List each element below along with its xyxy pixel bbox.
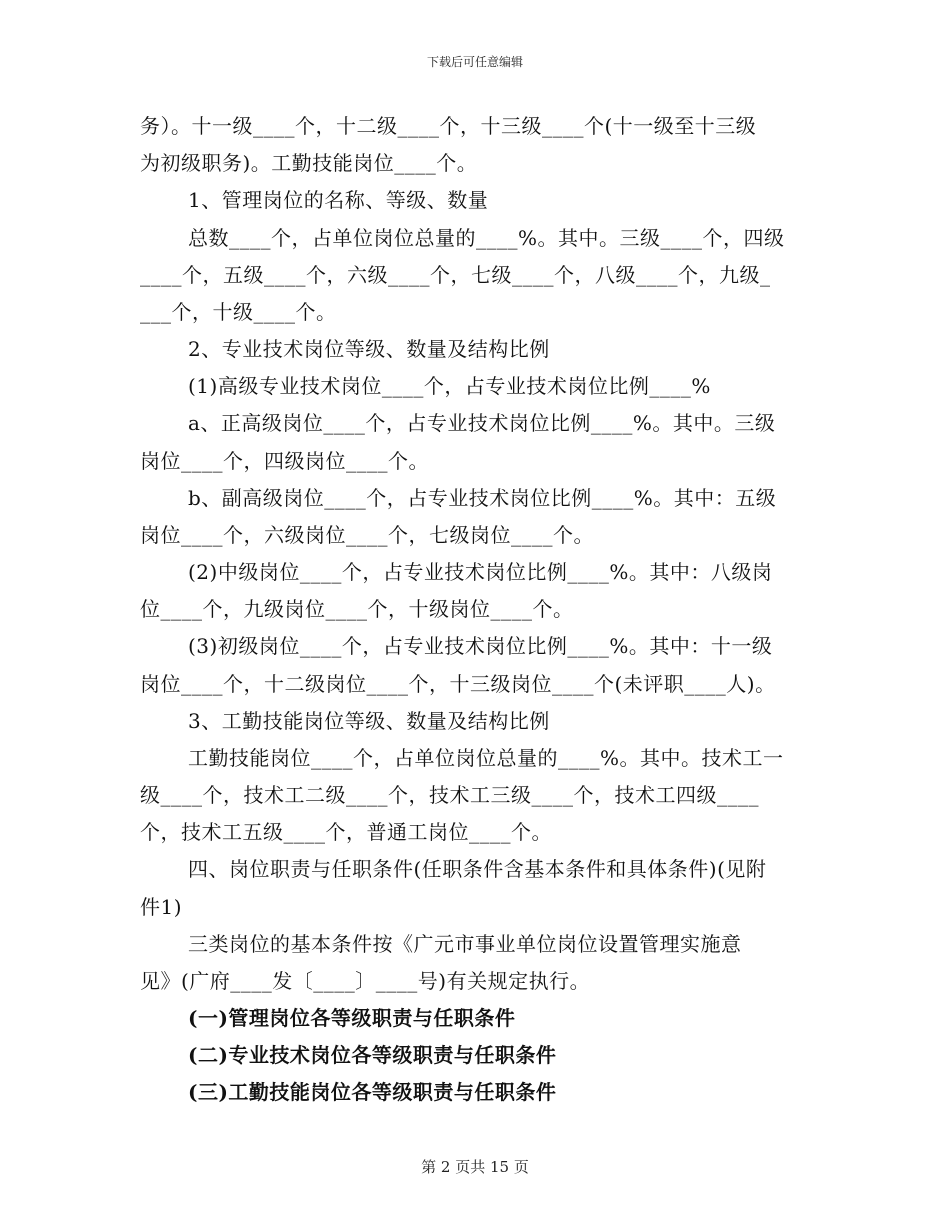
text-line: (2)中级岗位____个，占专业技术岗位比例____%。其中：八级岗 xyxy=(188,560,773,584)
text-line: (3)初级岗位____个，占专业技术岗位比例____%。其中：十一级 xyxy=(188,634,773,658)
section-heading: 1、管理岗位的名称、等级、数量 xyxy=(188,188,489,212)
page-header: 下载后可任意编辑 xyxy=(426,55,523,69)
text-line: 岗位____个，四级岗位____个。 xyxy=(140,449,429,473)
text-line: (1)高级专业技术岗位____个，占专业技术岗位比例____% xyxy=(188,374,711,398)
section-heading: 四、岗位职责与任职条件(任职条件含基本条件和具体条件)(见附 xyxy=(188,857,767,881)
text-line: 件1) xyxy=(140,895,183,919)
text-line: 级____个，技术工二级____个，技术工三级____个，技术工四级____ xyxy=(140,783,759,807)
subsection-heading: (一)管理岗位各等级职责与任职条件 xyxy=(188,1006,516,1030)
text-line: 岗位____个，十二级岗位____个，十三级岗位____个(未评职____人)。 xyxy=(140,672,776,696)
subsection-heading: (二)专业技术岗位各等级职责与任职条件 xyxy=(188,1043,557,1067)
text-line: 见》(广府____发〔____〕____号)有关规定执行。 xyxy=(140,969,591,993)
text-line: 为初级职务)。工勤技能岗位____个。 xyxy=(140,151,478,175)
text-line: a、正高级岗位____个，占专业技术岗位比例____%。其中。三级 xyxy=(188,411,776,435)
text-line: 三类岗位的基本条件按《广元市事业单位岗位设置管理实施意 xyxy=(188,932,742,956)
text-line: 位____个，九级岗位____个，十级岗位____个。 xyxy=(140,597,574,621)
text-line: b、副高级岗位____个，占专业技术岗位比例____%。其中：五级 xyxy=(188,486,777,510)
page-footer: 第 2 页共 15 页 xyxy=(421,1158,529,1176)
text-line: 总数____个，占单位岗位总量的____%。其中。三级____个，四级 xyxy=(188,226,785,250)
text-line: 个，技术工五级____个，普通工岗位____个。 xyxy=(140,820,552,844)
text-line: 岗位____个，六级岗位____个，七级岗位____个。 xyxy=(140,523,594,547)
subsection-heading: (三)工勤技能岗位各等级职责与任职条件 xyxy=(188,1080,557,1104)
text-line: 务）。十一级____个，十二级____个，十三级____个(十一级至十三级 xyxy=(140,114,757,138)
section-heading: 2、专业技术岗位等级、数量及结构比例 xyxy=(188,337,550,361)
text-line: ___个，十级____个。 xyxy=(140,300,337,324)
section-heading: 3、工勤技能岗位等级、数量及结构比例 xyxy=(188,709,550,733)
text-line: ____个，五级____个，六级____个，七级____个，八级____个，九级_ xyxy=(140,263,771,287)
text-line: 工勤技能岗位____个，占单位岗位总量的____%。其中。技术工一 xyxy=(188,746,784,770)
